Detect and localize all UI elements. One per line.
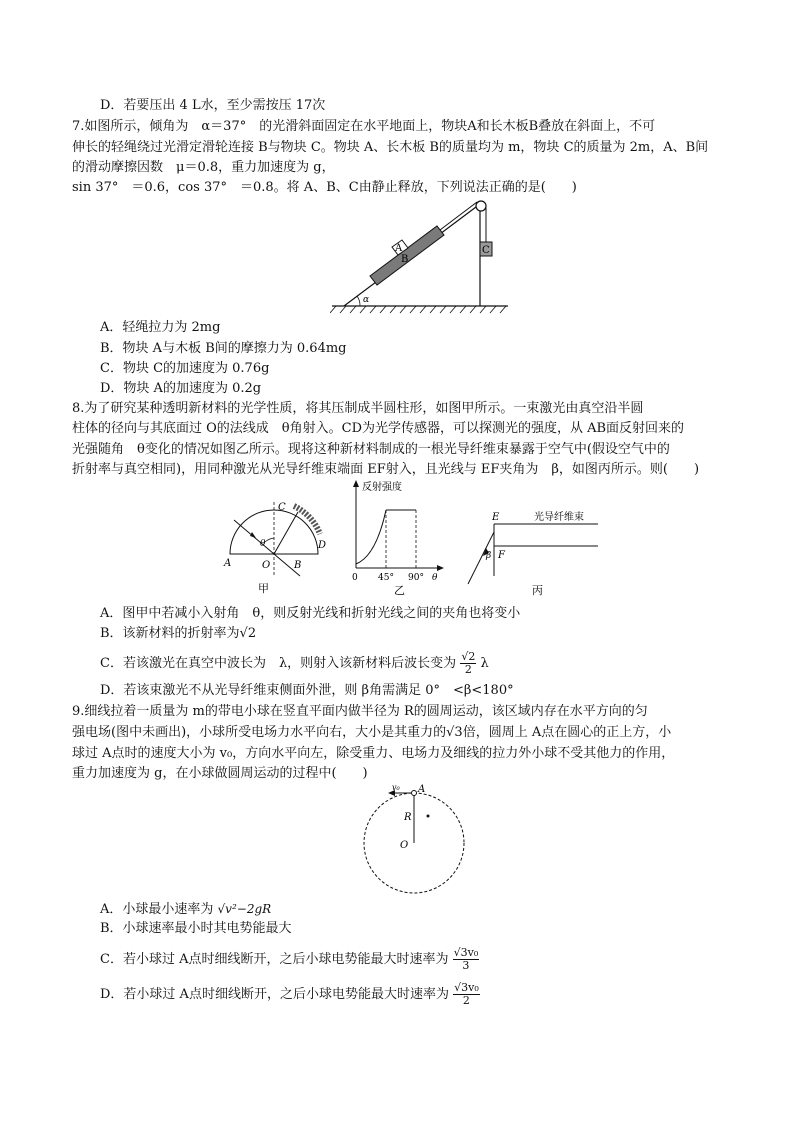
q8-option-d: D．若该束激光不从光导纤维束侧面外泄，则 β角需满足 0° <β<180° (100, 683, 514, 698)
q9-option-c-fraction (453, 947, 480, 972)
q8-figure-yi (346, 478, 446, 598)
q8-jia-o: O (262, 560, 271, 571)
q7-option-a: A．轻绳拉力为 2mg (100, 320, 221, 335)
q8-yi-x45: 45° (378, 573, 394, 583)
q8-bing-e: E (492, 512, 500, 523)
q7-stem-line-3: 的滑动摩擦因数 μ＝0.8，重力加速度为 g， (72, 160, 335, 175)
q8-figure-bing (462, 506, 602, 600)
q9-option-c-numerator: √3v₀ (453, 946, 479, 959)
q8-option-c-lambda: λ (480, 656, 489, 671)
q9-option-a (100, 900, 271, 919)
q8-option-c-text: C．若该激光在真空中波长为 λ，则射入该新材料后波长变为 (100, 656, 457, 671)
q9-label-r: R (404, 812, 412, 823)
q8-stem-line-2: 柱体的径向与其底面过 O的法线成 θ角射入。CD为光学传感器，可以探测光的强度，从 AB面反射回来的 (72, 421, 685, 436)
q9-option-c-text: C．若小球过 A点时细线断开，之后小球电势能最大时速率为 (100, 952, 449, 967)
q9-label-a: A (418, 784, 426, 795)
q8-option-c-denominator: 2 (464, 663, 472, 676)
q7-label-c: C (482, 245, 490, 256)
q9-option-c-denominator: 3 (462, 959, 470, 972)
q9-option-c (100, 947, 479, 972)
q8-jia-c: C (278, 502, 286, 513)
q7-stem-line-4: sin 37° ＝0.6，cos 37° ＝0.8。将 A、B、C由静止释放，下列说法正确的是( ) (72, 180, 577, 195)
q9-circle-figure (358, 784, 470, 896)
q8-bing-caption: 丙 (532, 584, 543, 597)
q9-label-o: O (400, 840, 409, 851)
q7-incline-figure (330, 196, 510, 314)
q7-stem-line-2: 伸长的轻绳绕过光滑定滑轮连接 B与物块 C。物块 A、长木板 B的质量均为 m，物块 C的质量为 2m，A、B间 (72, 140, 709, 155)
q8-stem-line-1: 8.为了研究某种透明新材料的光学性质，将其压制成半圆柱形，如图甲所示。一束激光由真空沿半圆 (72, 401, 644, 416)
q8-stem-line-4: 折射率与真空相同)，用同种激光从光导纤维束端面 EF射入，且光线与 EF夹角为 β，如图丙所示。则( ) (72, 462, 700, 477)
q8-option-c (100, 651, 489, 676)
q8-yi-ylabel: 反射强度 (362, 482, 402, 493)
q8-bing-beta: β (486, 551, 492, 561)
q9-option-b: B．小球速率最小时其电势能最大 (100, 921, 292, 936)
q8-yi-caption: 乙 (394, 584, 405, 597)
q7-stem-line-1: 7.如图所示，倾角为 α＝37° 的光滑斜面固定在水平地面上，物块A和长木板B叠放在斜面上，不可 (72, 119, 656, 134)
q9-option-d-text: D．若小球过 A点时细线断开，之后小球电势能最大时速率为 (100, 987, 449, 1002)
q9-stem-line-2: 强电场(图中未画出)，小球所受电场力水平向右，大小是其重力的√3倍，圆周上 A点在圆心的正上方，小 (72, 725, 672, 740)
q9-stem-line-1: 9.细线拉着一质量为 m的带电小球在竖直平面内做半径为 R的圆周运动，该区域内存在水平方向的匀 (72, 704, 648, 719)
q8-yi-x0: 0 (352, 573, 358, 583)
q8-stem-line-3: 光强随角 θ变化的情况如图乙所示。现将这种新材料制成的一根光导纤维束暴露于空气中(假设空气中的 (72, 442, 670, 457)
q8-jia-caption: 甲 (258, 582, 269, 595)
q8-option-c-numerator: √2 (461, 650, 476, 663)
q8-bing-f: F (498, 550, 505, 561)
q8-jia-a: A (224, 558, 232, 569)
q9-stem-line-4: 重力加速度为 g，在小球做圆周运动的过程中( ) (72, 766, 368, 781)
q7-option-c: C．物块 C的加速度为 0.76g (100, 361, 270, 376)
q8-jia-b: B (294, 560, 302, 571)
q9-stem-line-3: 球过 A点时的速度大小为 v₀，方向水平向左，除受重力、电场力及细线的拉力外小球不受其他力的作用， (72, 746, 675, 761)
q7-option-d: D．物块 A的加速度为 0.2g (100, 381, 262, 396)
q8-jia-theta: θ (260, 539, 266, 549)
q7-label-alpha: α (363, 295, 370, 305)
q9-option-d-denominator: 2 (462, 994, 470, 1007)
q8-option-c-fraction (460, 651, 476, 676)
q9-option-d-numerator: √3v₀ (454, 981, 479, 994)
q8-figure-jia (220, 498, 332, 598)
q6-option-d: D．若要压出 4 L水，至少需按压 17次 (100, 98, 326, 113)
q8-option-a: A．图甲中若减小入射角 θ，则反射光线和折射光线之间的夹角也将变小 (100, 606, 521, 621)
q8-yi-x90: 90° (408, 573, 424, 583)
q8-yi-xvar: θ (432, 573, 438, 583)
q9-option-a-text: A．小球最小速率为 (100, 902, 214, 917)
q8-option-b: B．该新材料的折射率为√2 (100, 626, 257, 641)
q8-bing-label: 光导纤维束 (534, 512, 584, 523)
q9-option-d (100, 982, 480, 1007)
q7-option-b: B．物块 A与木板 B间的摩擦力为 0.64mg (100, 341, 347, 356)
q9-label-v0: v₀ (392, 784, 400, 792)
q7-label-b: B (401, 254, 409, 265)
q8-jia-d: D (318, 540, 327, 551)
q7-label-a: A (395, 243, 403, 254)
q9-option-d-fraction (453, 982, 480, 1007)
q9-option-a-expr: √v²−2gR (217, 902, 272, 916)
